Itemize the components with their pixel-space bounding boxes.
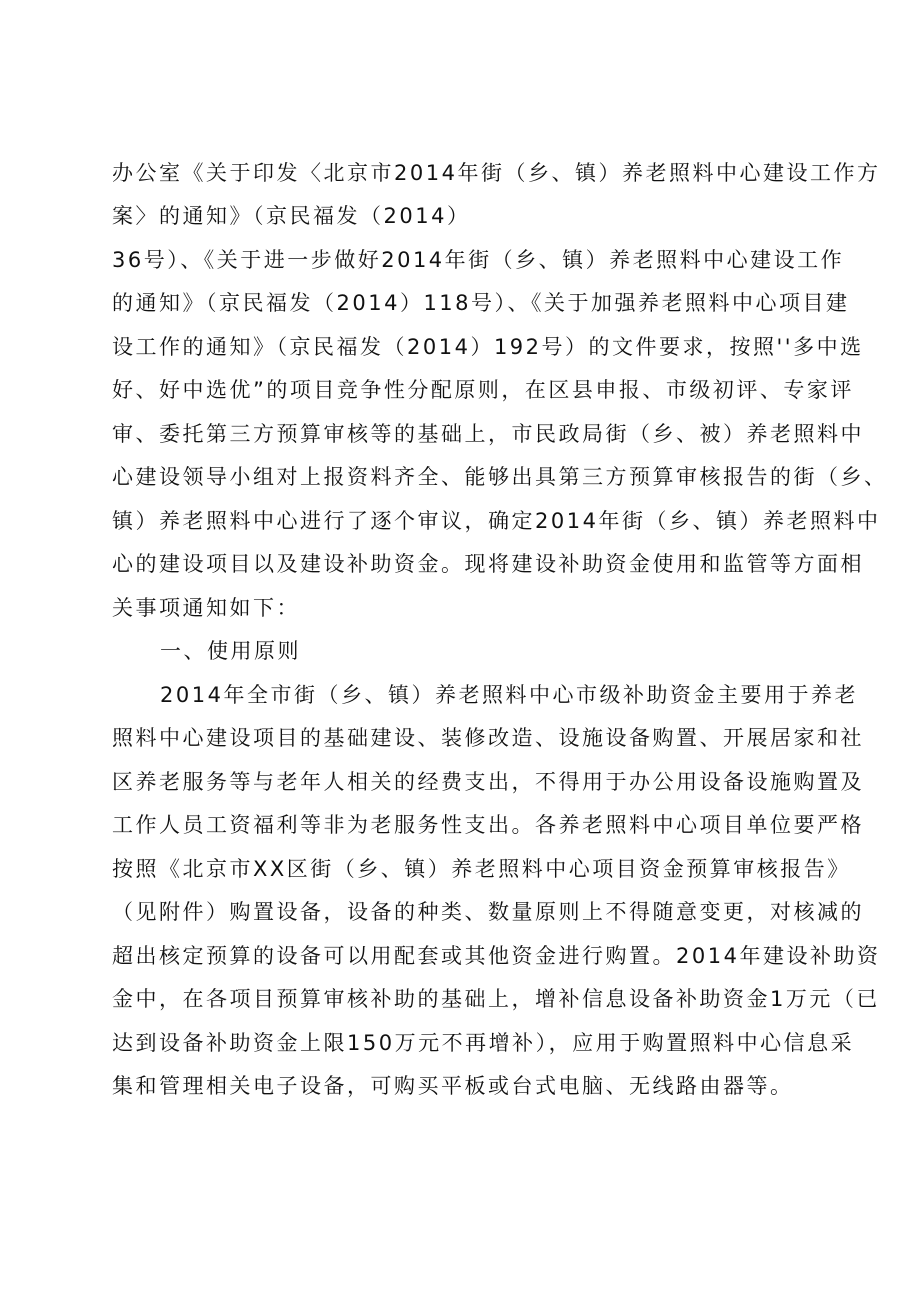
text-line: 金中，在各项目预算审核补助的基础上，增补信息设备补助资金1万元（已 [112,987,880,1011]
text-line: 超出核定预算的设备可以用配套或其他资金进行购置。2014年建设补助资 [112,944,881,968]
text-line: 集和管理相关电子设备，可购买平板或台式电脑、无线路由器等。 [112,1074,794,1098]
text-line: 照料中心建设项目的基础建设、装修改造、设施设备购置、开展居家和社 [112,726,864,750]
text-line: 设工作的通知》（京民福发（2014）192号）的文件要求，按照''多中选 [112,335,864,359]
section-heading: 一、使用原则 [160,639,301,663]
text-line: 心的建设项目以及建设补助资金。现将建设补助资金使用和监管等方面相 [112,552,864,576]
text-line: 达到设备补助资金上限150万元不再增补），应用于购置照料中心信息采 [112,1031,855,1055]
text-line: 工作人员工资福利等非为老服务性支出。各养老照料中心项目单位要严格 [112,813,864,837]
text-line: 36号）、《关于进一步做好2014年街（乡、镇）养老照料中心建设工作 [112,248,845,272]
text-line: 区养老服务等与老年人相关的经费支出，不得用于办公用设备设施购置及 [112,770,864,794]
text-line: 案〉的通知》（京民福发（2014） [112,204,471,228]
text-line: 镇）养老照料中心进行了逐个审议，确定2014年街（乡、镇）养老照料中 [112,509,881,533]
text-line: 关事项通知如下： [112,596,300,620]
text-line: 审、委托第三方预算审核等的基础上，市民政局街（乡、被）养老照料中 [112,422,864,446]
text-line: （见附件）购置设备，设备的种类、数量原则上不得随意变更，对核减的 [112,900,864,924]
text-line: 的通知》（京民福发（2014）118号）、《关于加强养老照料中心项目建 [112,291,850,315]
text-line: 办公室《关于印发〈北京市2014年街（乡、镇）养老照料中心建设工作方 [112,161,881,185]
text-line: 按照《北京市XX区街（乡、镇）养老照料中心项目资金预算审核报告》 [112,857,851,881]
text-line: 2014年全市街（乡、镇）养老照料中心市级补助资金主要用于养老 [160,683,858,707]
text-line: 心建设领导小组对上报资料齐全、能够出具第三方预算审核报告的街（乡、 [112,465,888,489]
text-line: 好、好中选优”的项目竞争性分配原则，在区县申报、市级初评、专家评 [112,378,854,402]
